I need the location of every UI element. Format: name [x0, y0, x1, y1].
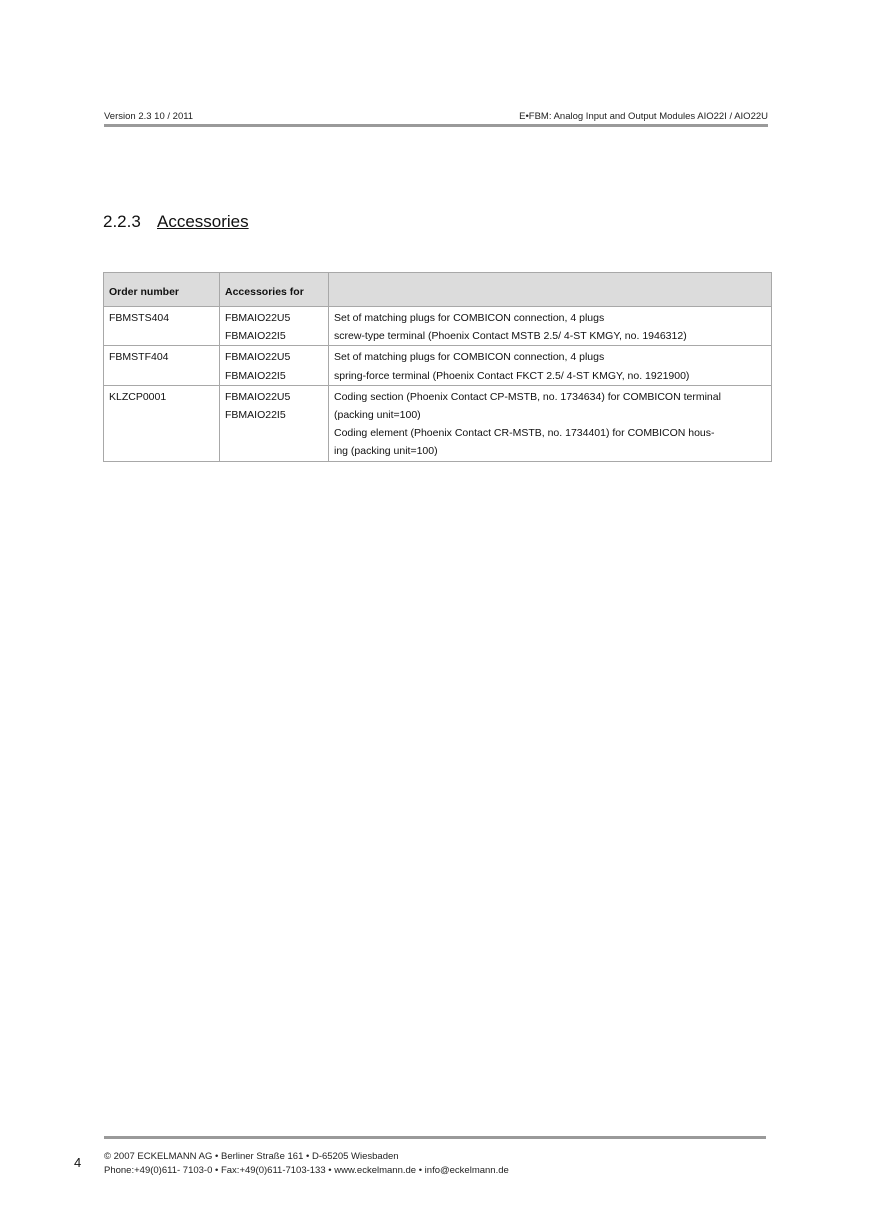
column-header-accessories-for: Accessories for	[220, 273, 329, 307]
module-name: FBMAIO22U5	[225, 390, 291, 403]
column-header-order-number: Order number	[104, 273, 220, 307]
description-line: (packing unit=100)	[334, 409, 421, 422]
description-cell	[329, 346, 772, 385]
description-line: screw-type terminal (Phoenix Contact MSTB 2.5/ 4-ST KMGY, no. 1946312)	[334, 330, 687, 343]
description-line: Set of matching plugs for COMBICON connection, 4 plugs	[334, 351, 605, 364]
table-row	[104, 346, 772, 385]
footer-copyright-address: © 2007 ECKELMANN AG • Berliner Straße 161 • D-65205 Wiesbaden	[104, 1151, 399, 1162]
header-document-title: E•FBM: Analog Input and Output Modules AIO22I / AIO22U	[519, 111, 768, 122]
section-title: Accessories	[157, 212, 249, 231]
order-number-cell	[104, 346, 220, 385]
description-line: Set of matching plugs for COMBICON connection, 4 plugs	[334, 312, 605, 324]
header-version: Version 2.3 10 / 2011	[104, 111, 194, 122]
description-line: Coding section (Phoenix Contact CP-MSTB, no. 1734634) for COMBICON terminal	[334, 390, 721, 403]
accessories-for-cell	[220, 307, 329, 346]
table-row	[104, 307, 772, 346]
description-line: ing (packing unit=100)	[334, 445, 438, 458]
footer-rule	[104, 1136, 766, 1139]
table-row	[104, 385, 772, 461]
accessories-for-cell	[220, 346, 329, 385]
footer-contact: Phone:+49(0)611- 7103-0 • Fax:+49(0)611-7103-133 • www.eckelmann.de • info@eckelmann.de	[104, 1165, 509, 1176]
section-heading	[103, 212, 249, 232]
accessories-table	[103, 272, 772, 462]
header-rule	[104, 124, 768, 127]
module-name: FBMAIO22I5	[225, 369, 286, 382]
column-header-description	[329, 273, 772, 307]
description-line: Coding element (Phoenix Contact CR-MSTB, no. 1734401) for COMBICON hous-	[334, 427, 715, 440]
order-number: FBMSTF404	[109, 351, 169, 364]
description-cell	[329, 307, 772, 346]
description-line: spring-force terminal (Phoenix Contact FKCT 2.5/ 4-ST KMGY, no. 1921900)	[334, 369, 690, 382]
accessories-for-cell	[220, 385, 329, 461]
description-cell	[329, 385, 772, 461]
table-header-row	[104, 273, 772, 307]
page-number: 4	[74, 1155, 82, 1170]
order-number-cell	[104, 307, 220, 346]
order-number: KLZCP0001	[109, 390, 167, 403]
module-name: FBMAIO22U5	[225, 351, 291, 364]
order-number: FBMSTS404	[109, 312, 170, 324]
module-name: FBMAIO22I5	[225, 409, 286, 422]
order-number-cell	[104, 385, 220, 461]
module-name: FBMAIO22U5	[225, 312, 291, 324]
module-name: FBMAIO22I5	[225, 330, 286, 343]
section-number: 2.2.3	[103, 212, 141, 231]
